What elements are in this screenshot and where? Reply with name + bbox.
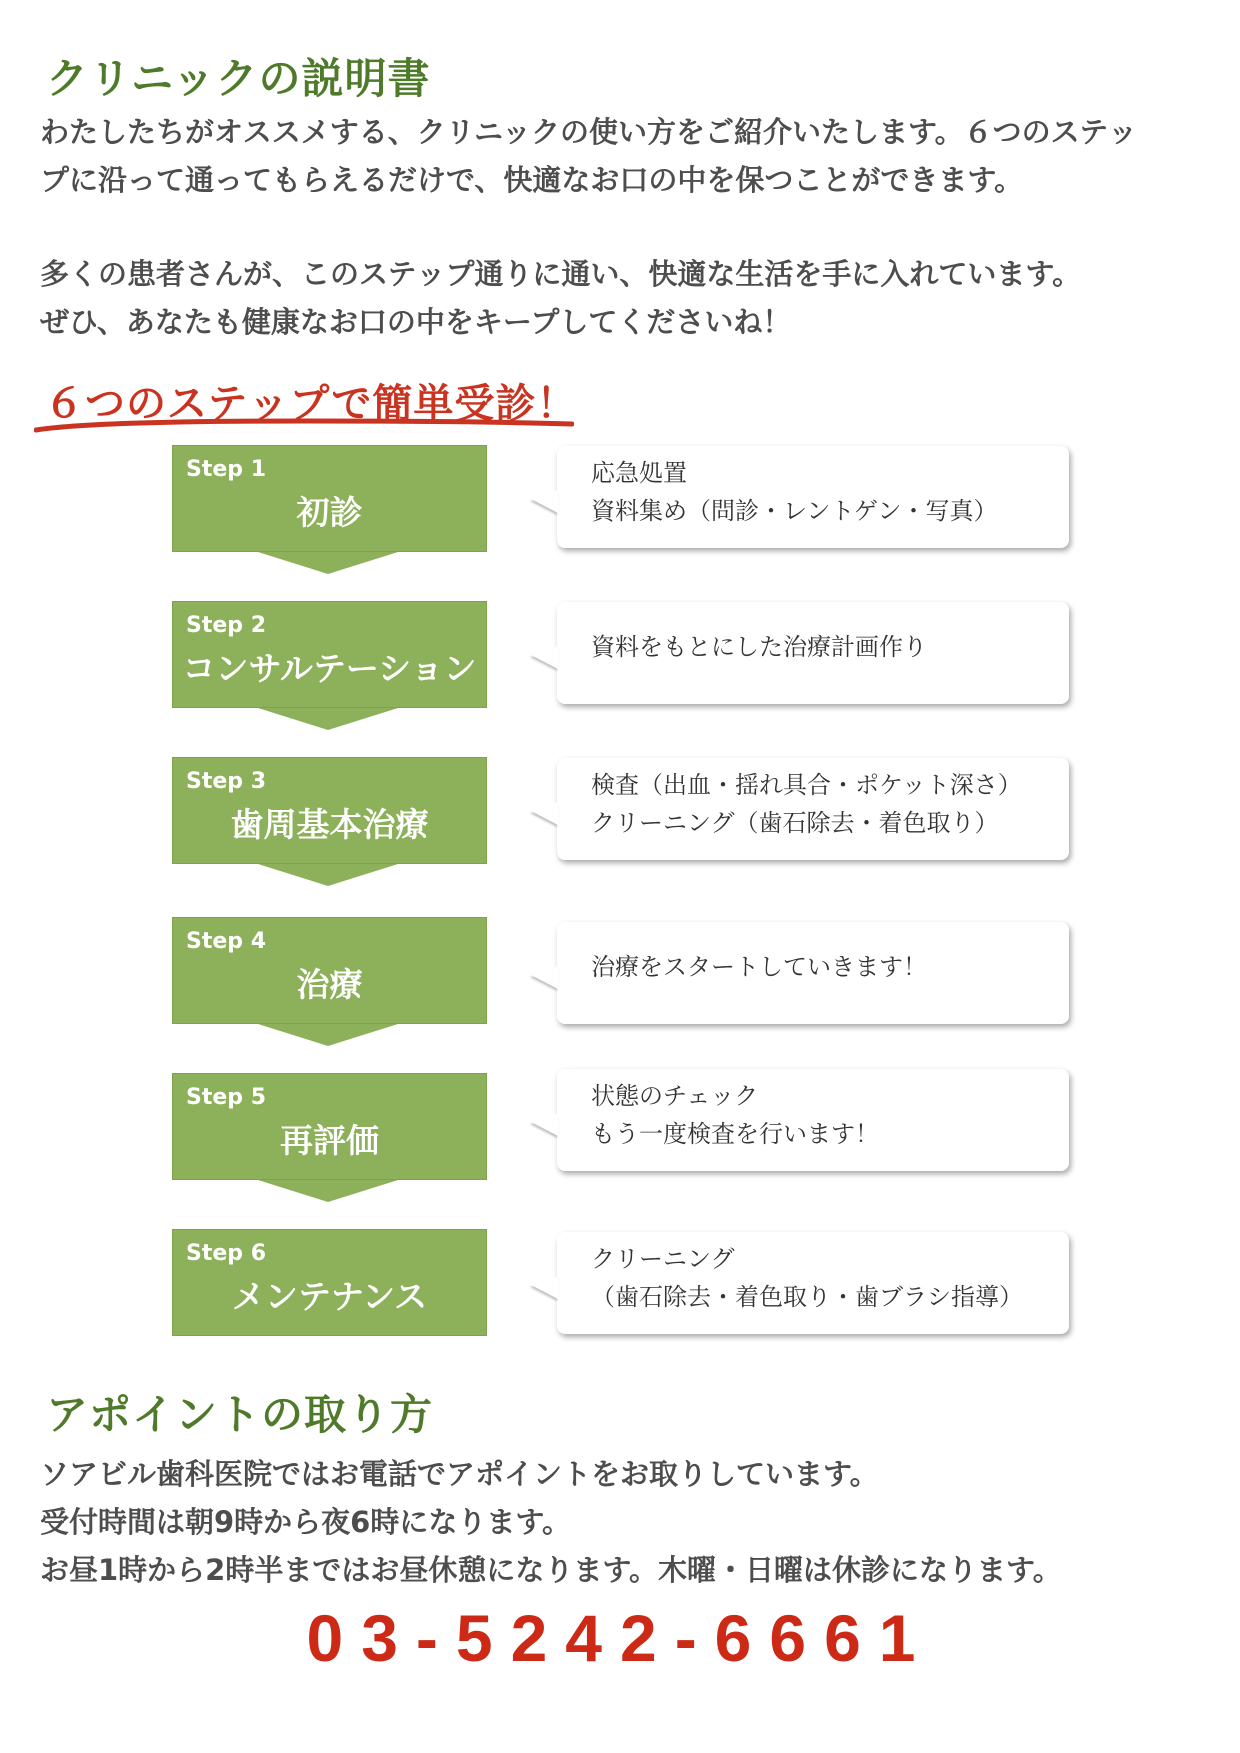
speech-tail-icon xyxy=(531,802,558,825)
step-5-desc-line-2: もう一度検査を行います！ xyxy=(591,1120,879,1148)
step-6-name: メンテナンス xyxy=(231,1277,428,1316)
step-3-desc-line-1: 検査（出血・揺れ具合・ポケット深さ） xyxy=(591,771,1022,799)
step-6-number: Step 6 xyxy=(186,1241,266,1266)
step-2-number: Step 2 xyxy=(186,613,266,638)
speech-tail-icon xyxy=(531,966,558,989)
step-6-desc-line-2: （歯石除去・着色取り・歯ブラシ指導） xyxy=(591,1283,1023,1311)
step-3-name: 歯周基本治療 xyxy=(230,805,429,844)
intro-paragraph-2-line-1: 多くの患者さんが、このステップ通りに通い、快適な生活を手に入れています。 xyxy=(40,257,1082,291)
step-1-arrow-icon xyxy=(258,552,398,574)
speech-tail-icon xyxy=(531,1113,558,1136)
intro-paragraph-1 xyxy=(40,108,1210,204)
step-1-number: Step 1 xyxy=(186,457,266,482)
step-3-box xyxy=(172,757,487,864)
speech-tail-icon xyxy=(531,646,558,669)
step-3-description xyxy=(557,758,1069,860)
intro-paragraph-2 xyxy=(40,250,1210,346)
appointment-paragraph xyxy=(40,1450,1210,1594)
step-2-desc-line-1: 資料をもとにした治療計画作り xyxy=(591,633,927,661)
step-6-box xyxy=(172,1229,487,1336)
step-5-name: 再評価 xyxy=(280,1121,379,1160)
step-3-desc-line-2: クリーニング（歯石除去・着色取り） xyxy=(591,809,999,837)
step-4-description xyxy=(557,922,1069,1024)
appointment-line-2: 受付時間は朝9時から夜6時になります。 xyxy=(40,1505,572,1539)
intro-paragraph-2-line-2: ぜひ、あなたも健康なお口の中をキープしてくださいね！ xyxy=(40,305,792,339)
step-5-box xyxy=(172,1073,487,1180)
clinic-guide-title: クリニックの説明書 xyxy=(46,54,431,103)
step-4-number: Step 4 xyxy=(186,929,266,954)
intro-paragraph-1-line-2: プに沿って通ってもらえるだけで、快適なお口の中を保つことができます。 xyxy=(40,163,1024,197)
appointment-title: アポイントの取り方 xyxy=(46,1390,434,1439)
step-1-description xyxy=(557,446,1069,548)
step-5-arrow-icon xyxy=(258,1180,398,1202)
step-1-box xyxy=(172,445,487,552)
step-1-name: 初診 xyxy=(296,493,363,532)
step-5-number: Step 5 xyxy=(186,1085,266,1110)
step-2-arrow-icon xyxy=(258,708,398,730)
step-2-description xyxy=(557,602,1069,704)
appointment-line-1: ソアビル歯科医院ではお電話でアポイントをお取りしています。 xyxy=(40,1457,879,1491)
step-3-arrow-icon xyxy=(258,864,398,886)
steps-heading: ６つのステップで簡単受診！ xyxy=(44,381,578,427)
appointment-line-3: お昼1時から2時半まではお昼休憩になります。木曜・日曜は休診になります。 xyxy=(40,1553,1062,1587)
step-5-description xyxy=(557,1069,1069,1171)
step-2-box xyxy=(172,601,487,708)
speech-tail-icon xyxy=(531,1276,558,1299)
intro-paragraph-1-line-1: わたしたちがオススメする、クリニックの使い方をご紹介いたします。６つのステッ xyxy=(40,115,1138,149)
step-2-name: コンサルテーション xyxy=(182,649,477,688)
step-4-box xyxy=(172,917,487,1024)
step-4-name: 治療 xyxy=(296,965,363,1004)
steps-heading-underline xyxy=(34,418,574,434)
step-4-desc-line-1: 治療をスタートしていきます！ xyxy=(591,953,927,981)
speech-tail-icon xyxy=(531,490,558,513)
step-4-arrow-icon xyxy=(258,1024,398,1046)
step-5-desc-line-1: 状態のチェック xyxy=(591,1082,759,1110)
step-1-desc-line-1: 応急処置 xyxy=(591,459,687,487)
step-3-number: Step 3 xyxy=(186,769,266,794)
phone-number[interactable]: 03-5242-6661 xyxy=(306,1601,934,1675)
step-6-desc-line-1: クリーニング xyxy=(591,1245,735,1273)
step-6-description xyxy=(557,1232,1069,1334)
step-1-desc-line-2: 資料集め（問診・レントゲン・写真） xyxy=(591,497,998,525)
